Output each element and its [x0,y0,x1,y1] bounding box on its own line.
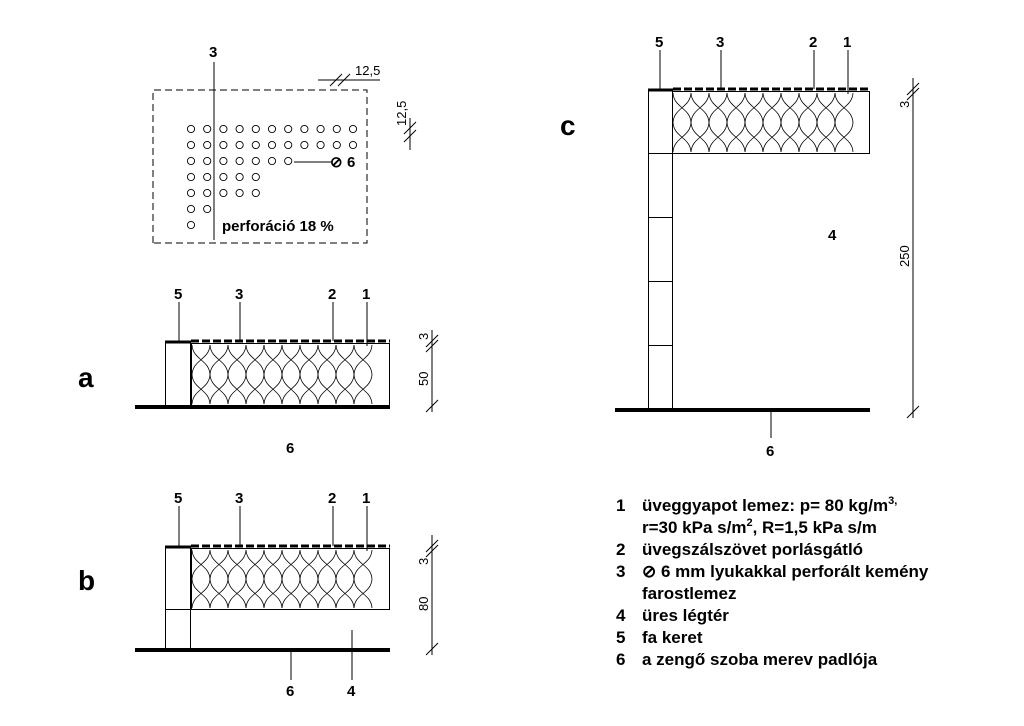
wool-loop [817,93,835,152]
wool-loop [691,93,709,152]
perforation-hole [333,125,340,132]
legend-num-3: 3 [616,562,626,581]
perforation-hole [187,157,194,164]
top-view-perforated-plate [153,44,416,243]
legend-num-1: 1 [616,496,626,515]
section-b-label-3: 3 [235,490,244,507]
legend-text-6: a zengő szoba merev padlója [642,650,878,669]
section-b-frame [166,547,191,649]
perforation-hole [204,189,211,196]
section-a-label-6: 6 [286,440,295,457]
section-b-label-2: 2 [328,490,337,507]
section-a-label-3: 3 [235,286,244,303]
top-view-label-3: 3 [209,44,218,61]
wool-loop [354,345,372,404]
wool-loop [264,550,282,608]
section-a-letter: a [78,362,94,393]
perforation-hole [333,141,340,148]
perforation-hole [220,189,227,196]
perforation-hole [317,141,324,148]
section-c-frame [649,90,673,409]
wool-loop [282,550,300,608]
wool-loop [745,93,763,152]
dim-y-label: 12,5 [394,100,409,126]
perforation-hole [204,125,211,132]
legend-num-5: 5 [616,628,626,647]
perforation-hole [187,205,194,212]
perforation-hole [204,141,211,148]
wool-loop [318,345,336,404]
section-a-label-2: 2 [328,286,337,303]
section-b-wool-pattern [192,550,372,608]
wool-loop [300,345,318,404]
perforation-hole [268,125,275,132]
wool-loop [210,345,228,404]
wool-loop [318,550,336,608]
section-a-label-5: 5 [174,286,183,303]
perforation-hole [220,157,227,164]
perforation-hole [236,157,243,164]
wool-loop [228,550,246,608]
perforation-hole [236,173,243,180]
section-c-dim-top: 3 [897,100,912,108]
section-a-frame [166,342,191,406]
section-b [78,490,438,700]
section-b-insulation [192,549,390,610]
perforation-hole [317,125,324,132]
section-c-letter: c [560,110,576,141]
legend-num-2: 2 [616,540,626,559]
perforation-hole [252,189,259,196]
perforation-hole [252,125,259,132]
section-c-label-2: 2 [809,34,818,51]
wool-loop [763,93,781,152]
section-b-label-6: 6 [286,683,295,700]
section-a [78,286,438,457]
legend-text-1b: r=30 kPa $s/m^2$, R=1,5 kPa s/m [642,517,877,537]
wool-loop [709,93,727,152]
perforation-hole [220,125,227,132]
perforation-hole [187,189,194,196]
section-b-dim-thickness: 80 [416,596,431,611]
wool-loop [781,93,799,152]
section-a-dim-top: 3 [416,332,431,340]
wool-loop [727,93,745,152]
perforation-hole [187,221,194,228]
wool-loop [228,345,246,404]
perforation-hole [268,141,275,148]
perforation-hole [252,157,259,164]
legend-text-1a: üveggyapot lemez: p= 80 $kg/m^{3,}$ [642,495,898,515]
wool-loop [673,93,691,152]
wool-loop [264,345,282,404]
wool-loop [210,550,228,608]
wool-loop [246,550,264,608]
perforation-hole [187,141,194,148]
perforation-hole [236,125,243,132]
perforation-hole [204,205,211,212]
perforation-hole [301,141,308,148]
dim-x-label: 12,5 [355,63,381,78]
wool-loop [336,345,354,404]
wool-loop [300,550,318,608]
perforation-hole [187,173,194,180]
perforation-hole [252,173,259,180]
perforation-hole [236,189,243,196]
section-a-label-1: 1 [362,286,371,303]
perforation-hole [349,141,356,148]
section-c-label-3: 3 [716,34,725,51]
wool-loop [246,345,264,404]
wool-loop [192,345,210,404]
section-a-wool-pattern [192,345,372,404]
wool-loop [192,550,210,608]
top-view-label-6: 6 [347,154,356,171]
perforation-hole [285,157,292,164]
perforation-holes [187,125,356,228]
perforation-hole [252,141,259,148]
wool-loop [282,345,300,404]
section-c-insulation [673,92,870,154]
perforation-hole [204,157,211,164]
section-b-label-4: 4 [347,683,356,700]
wool-loop [799,93,817,152]
legend-text-3a: ⊘ 6 mm lyukakkal perforált kemény [642,562,929,581]
legend-text-2: üvegszálszövet porlásgátló [642,540,864,559]
perforation-hole [301,125,308,132]
perforation-hole [349,125,356,132]
section-c-label-5: 5 [655,34,664,51]
perforation-hole [285,125,292,132]
section-b-label-1: 1 [362,490,371,507]
wool-loop [354,550,372,608]
section-b-dim-top: 3 [416,557,431,565]
perforation-hole [220,173,227,180]
section-b-label-5: 5 [174,490,183,507]
section-c-label-1: 1 [843,34,852,51]
perforation-hole [187,125,194,132]
legend-num-4: 4 [616,606,626,625]
section-a-dim-thickness: 50 [416,371,431,386]
legend-text-4: üres légtér [642,606,729,625]
section-b-letter: b [78,565,96,596]
section-c-label-6: 6 [766,443,775,460]
wool-loop [835,93,853,152]
perforation-hole [236,141,243,148]
perforation-hole [285,141,292,148]
section-c-wool-pattern [673,93,853,152]
legend-text-5: fa keret [642,628,703,647]
hole-diameter-symbol: ⊘ [330,154,343,171]
legend-num-6: 6 [616,650,626,669]
section-c-label-4: 4 [828,227,837,244]
section-c [560,34,919,460]
legend-text-3b: farostlemez [642,584,737,603]
wool-loop [336,550,354,608]
perforation-hole [268,157,275,164]
section-c-dim-thickness: 250 [897,245,912,267]
perforation-hole [204,173,211,180]
section-a-insulation [192,344,390,406]
perforation-hole [220,141,227,148]
perforation-label: perforáció 18 % [222,218,334,235]
legend [616,495,929,669]
